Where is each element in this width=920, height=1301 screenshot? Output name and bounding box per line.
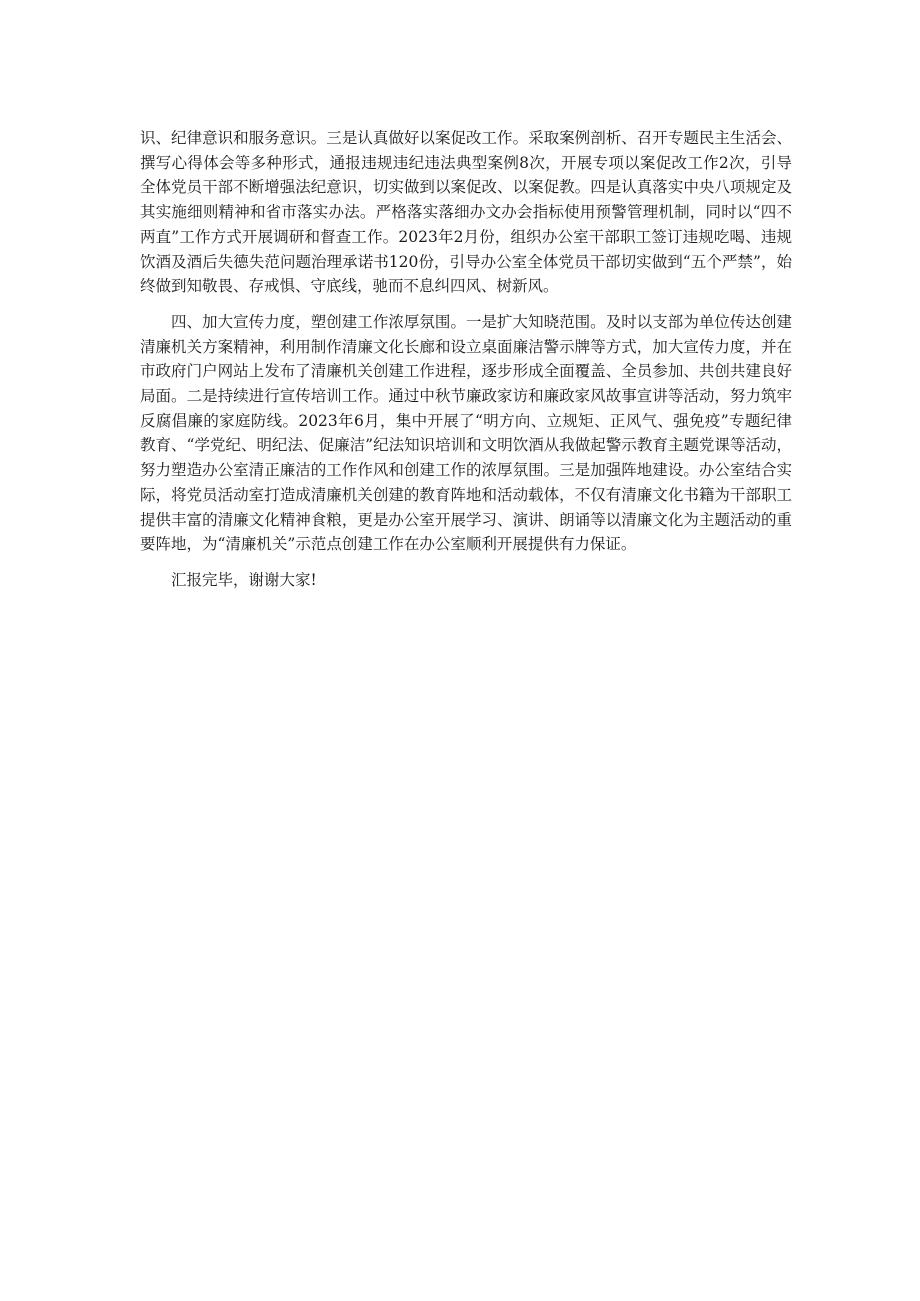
document-body [140, 126, 792, 604]
paragraph-section-four: 四、加大宣传力度，塑创建工作浓厚氛围。一是扩大知晓范围。及时以支部为单位传达创建清廉机关方案精神，利用制作清廉文化长廊和设立桌面廉洁警示牌等方式，加大宣传力度，并在市政府门户网站上发布了清廉机关创建工作进程，逐步形成全面覆盖、全员参加、共创共建良好局面。二是持续进行宣传培训工作。通过中秋节廉政家访和廉政家风故事宣讲等活动，努力筑牢反腐倡廉的家庭防线。2023年6月，集中开展了“明方向、立规矩、正风气、强免疫”专题纪律教育、“学党纪、明纪法、促廉洁”纪法知识培训和文明饮酒从我做起警示教育主题党课等活动，努力塑造办公室清正廉洁的工作作风和创建工作的浓厚氛围。三是加强阵地建设。办公室结合实际，将党员活动室打造成清廉机关创建的教育阵地和活动载体，不仅有清廉文化书籍为干部职工提供丰富的清廉文化精神食粮，更是办公室开展学习、演讲、朗诵等以清廉文化为主题活动的重要阵地，为“清廉机关”示范点创建工作在办公室顺利开展提供有力保证。 [140, 312, 792, 554]
paragraph-continuation: 识、纪律意识和服务意识。三是认真做好以案促改工作。采取案例剖析、召开专题民主生活会、撰写心得体会等多种形式，通报违规违纪违法典型案例8次，开展专项以案促改工作2次，引导全体党员干部不断增强法纪意识，切实做到以案促改、以案促教。四是认真落实中央八项规定及其实施细则精神和省市落实办法。严格落实落细办文办会指标使用预警管理机制，同时以“四不两直”工作方式开展调研和督查工作。2023年2月份，组织办公室干部职工签订违规吃喝、违规饮酒及酒后失德失范问题治理承诺书120份，引导办公室全体党员干部切实做到“五个严禁”，始终做到知敬畏、存戒惧、守底线，驰而不息纠四风、树新风。 [140, 129, 792, 296]
paragraph-closing: 汇报完毕，谢谢大家! [171, 570, 317, 589]
